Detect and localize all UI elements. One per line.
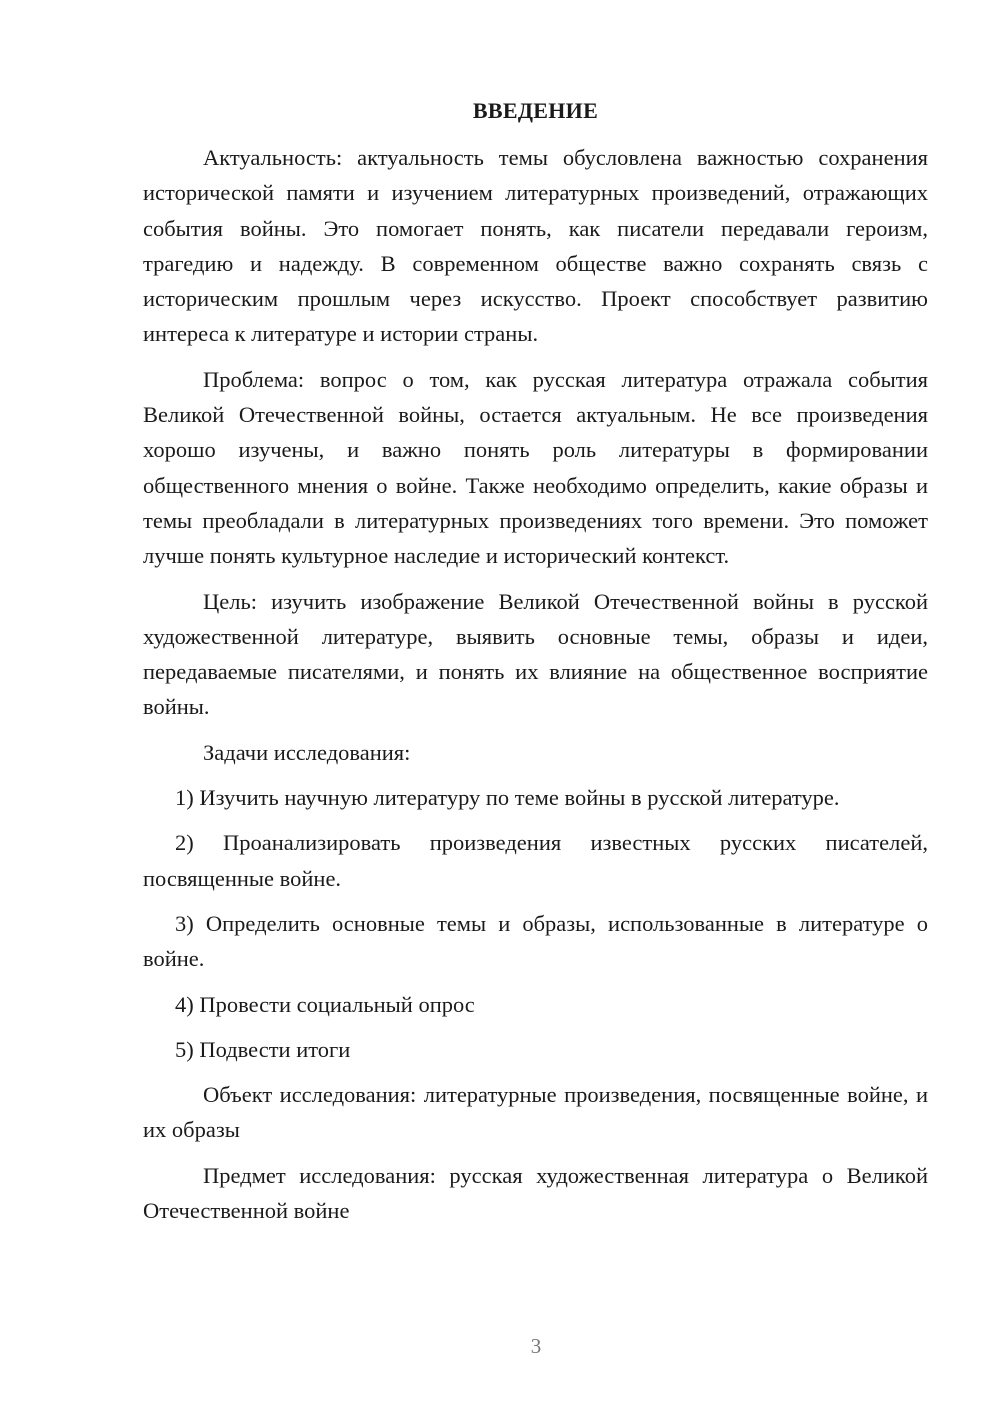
subject-paragraph: Предмет исследования: русская художественная литература о Великой Отечественной войне bbox=[143, 1162, 928, 1224]
page-content bbox=[143, 96, 928, 1238]
tasks-heading: Задачи исследования: bbox=[203, 739, 411, 765]
section-title: ВВЕДЕНИЕ bbox=[472, 98, 599, 123]
task-item-3: 3) Определить основные темы и образы, использованные в литературе о войне. bbox=[143, 910, 928, 972]
page-number: 3 bbox=[530, 1334, 542, 1358]
task-item-4: 4) Провести социальный опрос bbox=[175, 991, 475, 1017]
problem-paragraph: Проблема: вопрос о том, как русская литература отражала события Великой Отечественной войны, остается актуальным. Не все произведения хорошо изучены, и важно понять роль литературы в формировании общественного мнения о войне. Также необходимо определить, какие образы и темы преобладали в литературных произведениях того времени. Это поможет лучше понять культурное наследие и исторический контекст. bbox=[143, 366, 928, 569]
task-item-1: 1) Изучить научную литературу по теме войны в русской литературе. bbox=[175, 785, 840, 811]
goal-paragraph: Цель: изучить изображение Великой Отечественной войны в русской художественной литературе, выявить основные темы, образы и идеи, передаваемые писателями, и понять их влияние на общественное восприятие войны. bbox=[143, 588, 928, 720]
task-item-5: 5) Подвести итоги bbox=[175, 1036, 351, 1062]
relevance-paragraph: Актуальность: актуальность темы обусловлена важностью сохранения исторической памяти и изучением литературных произведений, отражающих события войны. Это помогает понять, как писатели передавали героизм, трагедию и надежду. В современном обществе важно сохранять связь с историческим прошлым через искусство. Проект способствует развитию интереса к литературе и истории страны. bbox=[143, 145, 928, 347]
task-item-2: 2) Проанализировать произведения известных русских писателей, посвященные войне. bbox=[143, 830, 928, 891]
object-paragraph: Объект исследования: литературные произведения, посвященные войне, и их образы bbox=[143, 1082, 928, 1143]
